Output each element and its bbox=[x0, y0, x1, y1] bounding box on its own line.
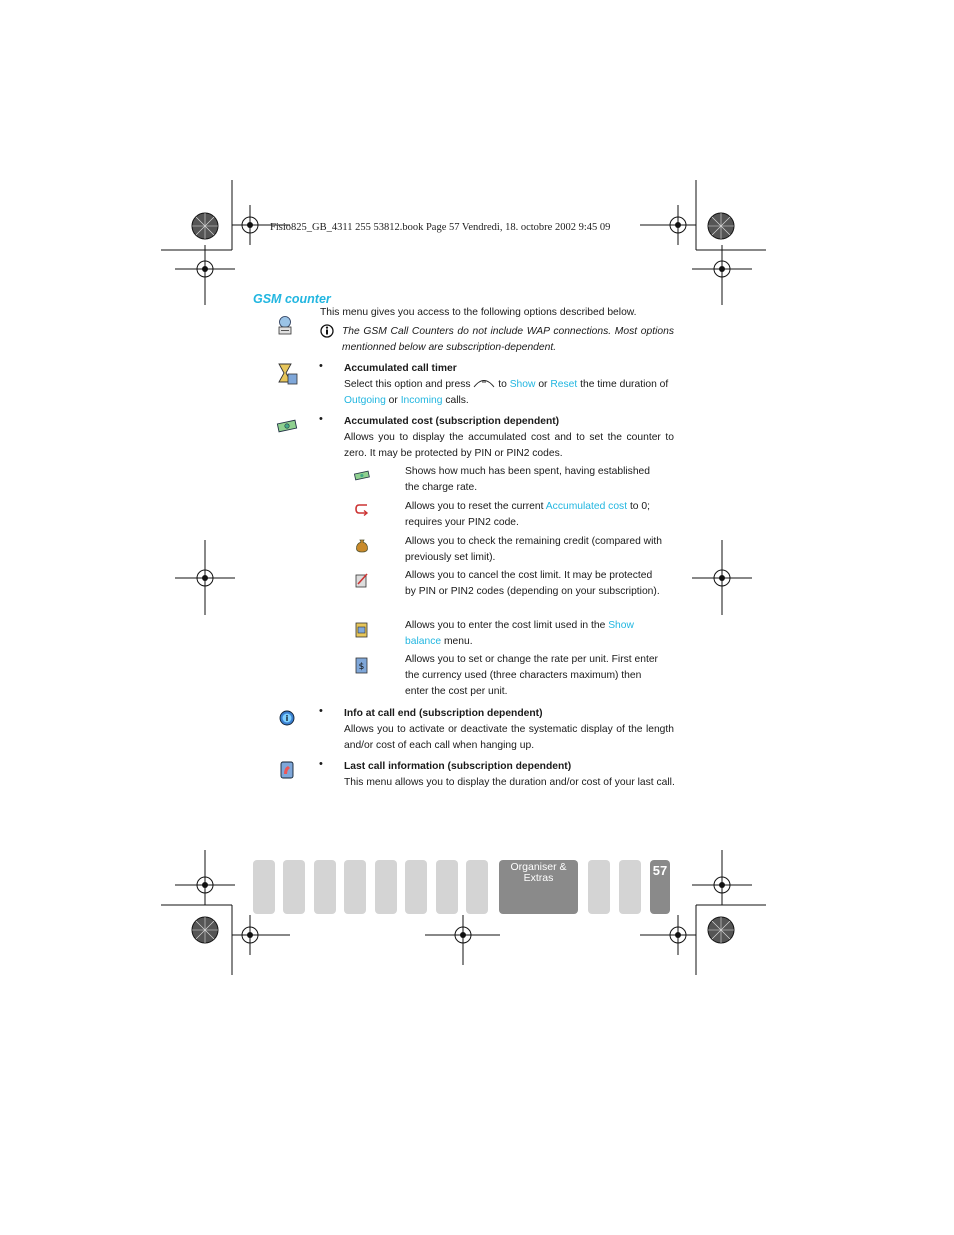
chapter-tab bbox=[283, 860, 305, 914]
gsm-counter-icon bbox=[277, 316, 293, 335]
chapter-tab bbox=[344, 860, 366, 914]
sub-text-reset-cost: Allows you to reset the current Accumulated cost to 0; requires your PIN2 code. bbox=[405, 501, 650, 528]
money-icon bbox=[276, 418, 298, 434]
info-icon bbox=[320, 324, 334, 338]
chapter-tab bbox=[314, 860, 336, 914]
sub-text-show-cost: Shows how much has been spent, having established the charge rate. bbox=[405, 466, 650, 493]
section-title: GSM counter bbox=[253, 292, 331, 306]
incoming-link[interactable]: Incoming bbox=[400, 394, 443, 406]
show-balance-link[interactable]: Show balance bbox=[405, 620, 634, 647]
item-title-accumulated-cost: Accumulated cost (subscription dependent) bbox=[344, 416, 560, 427]
item-text-last-call-information: This menu allows you to display the duration and/or cost of your last call. bbox=[344, 777, 675, 788]
book-header: Fisio825_GB_4311 255 53812.book Page 57 Vendredi, 18. octobre 2002 9:45 09 bbox=[270, 222, 611, 233]
hourglass-icon bbox=[276, 362, 298, 386]
chapter-tab-active: Organiser & Extras bbox=[499, 860, 578, 914]
last-call-icon bbox=[279, 760, 295, 780]
item-text-accumulated-call-timer: Select this option and press to Show or Reset the time duration of Outgoing or Incoming calls. bbox=[344, 379, 669, 406]
note-text: The GSM Call Counters do not include WAP connections. Most options mentionned below are subscription-dependent. bbox=[342, 326, 674, 353]
chapter-tab bbox=[436, 860, 458, 914]
item-title-last-call-information: Last call information (subscription dependent) bbox=[344, 761, 572, 772]
page-number: 57 bbox=[650, 860, 670, 914]
chapter-tab bbox=[466, 860, 488, 914]
item-title-info-at-call-end: Info at call end (subscription dependent) bbox=[344, 708, 543, 719]
section-intro: This menu gives you access to the following options described below. bbox=[320, 307, 637, 318]
chapter-tab bbox=[405, 860, 427, 914]
outgoing-link[interactable]: Outgoing bbox=[344, 394, 386, 406]
cost-limit-icon bbox=[355, 622, 368, 638]
item-text-accumulated-cost: Allows you to display the accumulated cost and to set the counter to zero. It may be protected by PIN or PIN2 codes. bbox=[344, 432, 674, 459]
sub-text-balance: Allows you to check the remaining credit (compared with previously set limit). bbox=[405, 536, 662, 563]
info-call-end-icon bbox=[279, 710, 295, 726]
sub-text-cost-limit: Allows you to enter the cost limit used in the Show balance menu. bbox=[405, 620, 634, 647]
reset-link[interactable]: Reset bbox=[550, 379, 578, 390]
sub-text-rate: Allows you to set or change the rate per unit. First enter the currency used (three characters maximum) then enter the cost per unit. bbox=[405, 654, 658, 697]
money-bag-icon bbox=[355, 537, 369, 553]
softkey-icon bbox=[473, 377, 495, 388]
chapter-tab bbox=[253, 860, 275, 914]
chapter-tab bbox=[375, 860, 397, 914]
item-title-accumulated-call-timer: Accumulated call timer bbox=[344, 363, 457, 374]
reset-arrow-icon bbox=[355, 503, 369, 517]
item-text-info-at-call-end: Allows you to activate or deactivate the systematic display of the length and/or cost of each call when hanging up. bbox=[344, 724, 674, 751]
sub-text-cancel-limit: Allows you to cancel the cost limit. It may be protected by PIN or PIN2 codes (depending on your subscription). bbox=[405, 570, 660, 597]
rate-per-unit-icon bbox=[355, 657, 368, 674]
svg-text:$: $ bbox=[358, 662, 365, 672]
chapter-tab bbox=[619, 860, 641, 914]
svg-text:i: i bbox=[285, 714, 289, 723]
money-small-icon bbox=[354, 470, 370, 482]
chapter-tab bbox=[588, 860, 610, 914]
accumulated-cost-link[interactable]: Accumulated cost bbox=[545, 501, 628, 512]
show-link[interactable]: Show bbox=[509, 379, 536, 390]
cancel-limit-icon bbox=[355, 572, 369, 588]
